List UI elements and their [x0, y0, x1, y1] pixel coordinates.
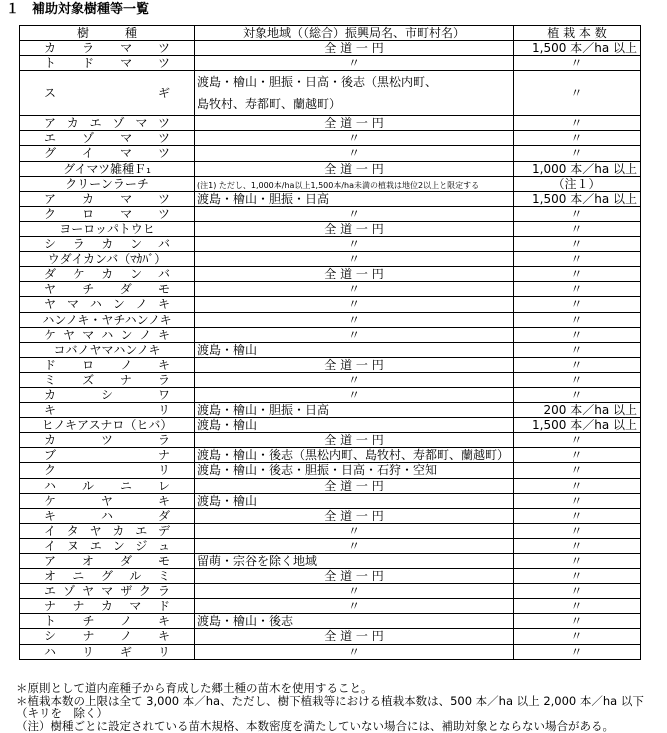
region-cell	[195, 448, 514, 463]
region-cell	[195, 267, 514, 282]
species-name: ヤマハンノキ	[44, 297, 170, 312]
region-text: 全 道 一 円	[324, 161, 384, 176]
region-cell	[195, 56, 514, 71]
region-text: 〃	[347, 372, 360, 387]
table-row	[20, 599, 641, 614]
region-text: 〃	[347, 252, 360, 267]
region-text: 〃	[347, 538, 360, 553]
species-name: ハルニレ	[44, 478, 170, 493]
table-row	[20, 644, 641, 659]
region-text: 渡島・檜山・後志	[197, 614, 294, 629]
species-cell	[20, 478, 195, 493]
species-cell	[20, 342, 195, 357]
region-cell	[195, 493, 514, 508]
region-text: 全 道 一 円	[324, 629, 384, 644]
region-line: 島牧村、寿都町、蘭越町）	[197, 97, 342, 112]
table-row	[20, 116, 641, 131]
region-cell	[195, 478, 514, 493]
table-row	[20, 448, 641, 463]
species-cell	[20, 463, 195, 478]
region-text: 渡島・檜山・後志（黒松内町、島牧村、寿都町、蘭越町）	[197, 448, 510, 463]
count-cell: 〃	[514, 433, 641, 448]
species-name: ウダイカンバ（ﾏｶﾊﾞ）	[47, 252, 167, 267]
species-cell	[20, 41, 195, 56]
region-cell	[195, 523, 514, 538]
table-row	[20, 267, 641, 282]
count-cell: 1,500 本／ha 以上	[514, 418, 641, 433]
species-cell	[20, 327, 195, 342]
region-cell	[195, 508, 514, 523]
species-table	[19, 25, 641, 660]
count-cell: 〃	[514, 282, 641, 297]
count-cell: 〃	[514, 538, 641, 553]
region-cell	[195, 312, 514, 327]
count-cell: 〃	[514, 629, 641, 644]
species-name: クリ	[44, 463, 170, 478]
region-cell	[195, 538, 514, 553]
species-name: シナノキ	[44, 629, 170, 644]
count-cell: 〃	[514, 206, 641, 221]
species-name: グイマツ雑種Ｆ₁	[63, 161, 151, 176]
region-line: 渡島・檜山・胆振・日高・後志（黒松内町、	[197, 75, 438, 90]
footnote: ＊植栽本数の上限は全て 3,000 本／ha、ただし、樹下植栽等における植栽本数は、500 本／ha 以上 2,000 本／ha 以下	[16, 693, 644, 708]
species-name: ヒノキアスナロ（ヒバ）	[41, 418, 173, 433]
count-cell: 〃	[514, 252, 641, 267]
region-text: 〃	[347, 131, 360, 146]
region-cell	[195, 327, 514, 342]
species-name: コバノヤマハンノキ	[53, 342, 161, 357]
region-text: 〃	[347, 327, 360, 342]
table-row	[20, 463, 641, 478]
region-text: 〃	[347, 146, 360, 161]
table-row	[20, 56, 641, 71]
species-cell	[20, 161, 195, 176]
species-name: ハンノキ・ヤチハンノキ	[42, 312, 172, 327]
region-cell	[195, 387, 514, 402]
species-name: アカマツ	[44, 191, 170, 206]
table-row	[20, 584, 641, 599]
count-cell: 〃	[514, 56, 641, 71]
region-text: 〃	[347, 237, 360, 252]
region-text: 全 道 一 円	[324, 508, 384, 523]
region-text: 〃	[347, 644, 360, 659]
species-name: アカエゾマツ	[44, 116, 170, 131]
region-text: 〃	[347, 312, 360, 327]
table-row	[20, 312, 641, 327]
header-species: 樹 種	[20, 26, 195, 41]
species-name: キハダ	[44, 508, 170, 523]
table-row	[20, 357, 641, 372]
count-cell: 1,000 本／ha 以上	[514, 161, 641, 176]
region-cell	[195, 176, 514, 191]
region-cell	[195, 146, 514, 161]
count-cell: 〃	[514, 569, 641, 584]
species-cell	[20, 523, 195, 538]
species-name: ブナ	[44, 448, 170, 463]
species-cell	[20, 221, 195, 236]
region-text: 渡島・檜山・胆振・日高	[197, 403, 330, 418]
footnote: ＊原則として道内産種子から育成した郷土種の苗木を使用すること。	[16, 681, 373, 695]
species-cell	[20, 131, 195, 146]
species-cell	[20, 372, 195, 387]
table-row	[20, 206, 641, 221]
region-cell	[195, 191, 514, 206]
species-name: イヌエンジュ	[44, 538, 170, 553]
species-name: イタヤカエデ	[44, 523, 170, 538]
table-row	[20, 387, 641, 402]
species-name: ケヤマハンノキ	[44, 327, 170, 342]
count-cell: 〃	[514, 221, 641, 236]
header-region: 対象地域（（総合）振興局名、市町村名）	[195, 26, 514, 41]
species-cell	[20, 418, 195, 433]
species-cell	[20, 538, 195, 553]
table-row	[20, 508, 641, 523]
table-row	[20, 252, 641, 267]
table-row	[20, 493, 641, 508]
species-cell	[20, 357, 195, 372]
region-text: 〃	[347, 206, 360, 221]
region-text: 全 道 一 円	[324, 116, 384, 131]
species-cell	[20, 191, 195, 206]
region-cell	[195, 357, 514, 372]
region-cell	[195, 614, 514, 629]
species-cell	[20, 508, 195, 523]
region-text: 〃	[347, 387, 360, 402]
species-name: ヤチダモ	[44, 282, 170, 297]
table-row	[20, 297, 641, 312]
table-row	[20, 372, 641, 387]
footnote: （注）樹種ごとに設定されている苗木規格、本数密度を満たしていない場合には、補助対象とならない場合がある。	[16, 718, 614, 733]
count-cell: 〃	[514, 478, 641, 493]
region-text: 留萌・宗谷を除く地域	[197, 554, 318, 568]
region-cell	[195, 599, 514, 614]
count-cell: 1,500 本／ha 以上	[514, 191, 641, 206]
region-cell	[195, 342, 514, 357]
species-name: スギ	[44, 86, 170, 101]
count-cell: 200 本／ha 以上	[514, 403, 641, 418]
species-name: エゾヤマザクラ	[44, 584, 170, 599]
species-cell	[20, 629, 195, 644]
count-cell: 〃	[514, 312, 641, 327]
count-cell: 〃	[514, 584, 641, 599]
count-cell: 〃	[514, 131, 641, 146]
species-name: トドマツ	[44, 56, 170, 71]
species-name: シラカンバ	[44, 237, 170, 252]
table-row	[20, 569, 641, 584]
count-cell: 〃	[514, 614, 641, 629]
species-cell	[20, 433, 195, 448]
region-cell	[195, 297, 514, 312]
region-cell	[195, 71, 514, 116]
table-row	[20, 523, 641, 538]
species-cell	[20, 644, 195, 659]
footnotes	[16, 682, 644, 732]
table-row	[20, 41, 641, 56]
region-cell	[195, 41, 514, 56]
region-text: 全 道 一 円	[324, 478, 384, 493]
region-text: 渡島・檜山	[197, 418, 258, 433]
species-cell	[20, 569, 195, 584]
species-cell	[20, 206, 195, 221]
region-cell	[195, 282, 514, 297]
species-name: カツラ	[44, 433, 170, 448]
species-cell	[20, 282, 195, 297]
species-cell	[20, 614, 195, 629]
region-text: 全 道 一 円	[324, 221, 384, 236]
species-name: ミズナラ	[44, 372, 170, 387]
count-cell: 〃	[514, 116, 641, 131]
count-cell: 〃	[514, 267, 641, 282]
species-name: ハリギリ	[44, 644, 170, 659]
region-cell	[195, 116, 514, 131]
region-text: 全 道 一 円	[324, 569, 384, 584]
table-row	[20, 176, 641, 191]
table-row	[20, 342, 641, 357]
region-cell	[195, 372, 514, 387]
species-cell	[20, 237, 195, 252]
table-row	[20, 131, 641, 146]
count-cell: 〃	[514, 493, 641, 508]
species-cell	[20, 297, 195, 312]
region-text: 渡島・檜山・後志・胆振・日高・石狩・空知	[197, 463, 438, 478]
table-body	[20, 41, 641, 660]
region-text: 全 道 一 円	[324, 357, 384, 372]
table-row	[20, 538, 641, 553]
region-cell	[195, 584, 514, 599]
count-cell: 〃	[514, 237, 641, 252]
species-cell	[20, 56, 195, 71]
table-row	[20, 146, 641, 161]
species-name: トチノキ	[44, 614, 170, 629]
table-row	[20, 554, 641, 569]
species-cell	[20, 584, 195, 599]
region-cell	[195, 418, 514, 433]
species-cell	[20, 71, 195, 116]
species-name: ダケカンバ	[44, 267, 170, 282]
count-cell: 〃	[514, 508, 641, 523]
count-cell: 〃	[514, 71, 641, 116]
count-cell: 〃	[514, 342, 641, 357]
table-row	[20, 71, 641, 116]
count-cell: 〃	[514, 448, 641, 463]
table-row	[20, 327, 641, 342]
species-name: キリ	[44, 403, 170, 418]
species-name: ナナカマド	[44, 599, 170, 614]
species-cell	[20, 448, 195, 463]
species-name: カラマツ	[44, 41, 170, 56]
table-row	[20, 161, 641, 176]
table-row	[20, 418, 641, 433]
count-cell: 〃	[514, 357, 641, 372]
count-cell: 〃	[514, 297, 641, 312]
region-text: 〃	[347, 282, 360, 297]
region-text: 〃	[347, 56, 360, 71]
table-row	[20, 614, 641, 629]
species-name: ケヤキ	[44, 493, 170, 508]
count-cell: 1,500 本／ha 以上	[514, 41, 641, 56]
region-cell	[195, 433, 514, 448]
page-title: １ 補助対象樹種等一覧	[6, 2, 150, 17]
table-row	[20, 237, 641, 252]
species-cell	[20, 387, 195, 402]
species-cell	[20, 116, 195, 131]
region-cell	[195, 206, 514, 221]
count-cell: 〃	[514, 463, 641, 478]
header-count: 植 栽 本 数	[514, 26, 641, 41]
species-cell	[20, 267, 195, 282]
region-text: 渡島・檜山・胆振・日高	[197, 191, 330, 206]
species-name: カシワ	[44, 387, 170, 402]
species-name: クリーンラーチ	[65, 176, 149, 191]
count-cell: 〃	[514, 644, 641, 659]
region-cell	[195, 237, 514, 252]
footnote: （キリを 除く）	[16, 706, 108, 720]
region-text: 〃	[347, 297, 360, 312]
region-cell	[195, 569, 514, 584]
count-cell: 〃	[514, 146, 641, 161]
table-row	[20, 478, 641, 493]
species-cell	[20, 493, 195, 508]
count-cell: 〃	[514, 387, 641, 402]
count-cell: 〃	[514, 599, 641, 614]
region-cell	[195, 252, 514, 267]
region-text: 全 道 一 円	[324, 433, 384, 448]
species-cell	[20, 146, 195, 161]
region-text: 〃	[347, 599, 360, 614]
table-row	[20, 191, 641, 206]
region-text: 渡島・檜山	[197, 342, 258, 357]
table-row	[20, 629, 641, 644]
count-cell: 〃	[514, 554, 641, 569]
region-text: 全 道 一 円	[324, 267, 384, 282]
species-name: ドロノキ	[44, 357, 170, 372]
species-name: ヨーロッパトウヒ	[59, 221, 155, 236]
region-cell	[195, 644, 514, 659]
species-cell	[20, 403, 195, 418]
species-name: エゾマツ	[44, 131, 170, 146]
species-name: オニグルミ	[44, 569, 170, 584]
region-cell	[195, 463, 514, 478]
region-text: (注1) ただし、1,000本/ha以上1,500本/ha未満の植栽は地位2以上と限定する	[197, 180, 480, 190]
species-cell	[20, 554, 195, 569]
table-row	[20, 221, 641, 236]
region-cell	[195, 629, 514, 644]
region-cell	[195, 403, 514, 418]
table-row	[20, 282, 641, 297]
species-cell	[20, 599, 195, 614]
count-cell: （注１）	[514, 176, 641, 191]
table-row	[20, 403, 641, 418]
species-cell	[20, 176, 195, 191]
region-text: 全 道 一 円	[324, 41, 384, 56]
species-name: クロマツ	[44, 206, 170, 221]
count-cell: 〃	[514, 523, 641, 538]
species-name: グイマツ	[44, 146, 170, 161]
region-text: 渡島・檜山	[197, 493, 258, 508]
region-cell	[195, 161, 514, 176]
table-header-row	[20, 26, 641, 41]
species-cell	[20, 252, 195, 267]
region-text: 〃	[347, 523, 360, 538]
region-cell	[195, 221, 514, 236]
species-cell	[20, 312, 195, 327]
region-cell	[195, 131, 514, 146]
species-name: アオダモ	[44, 554, 170, 568]
table-row	[20, 433, 641, 448]
region-text: 〃	[347, 584, 360, 599]
region-cell	[195, 554, 514, 569]
count-cell: 〃	[514, 372, 641, 387]
count-cell: 〃	[514, 327, 641, 342]
